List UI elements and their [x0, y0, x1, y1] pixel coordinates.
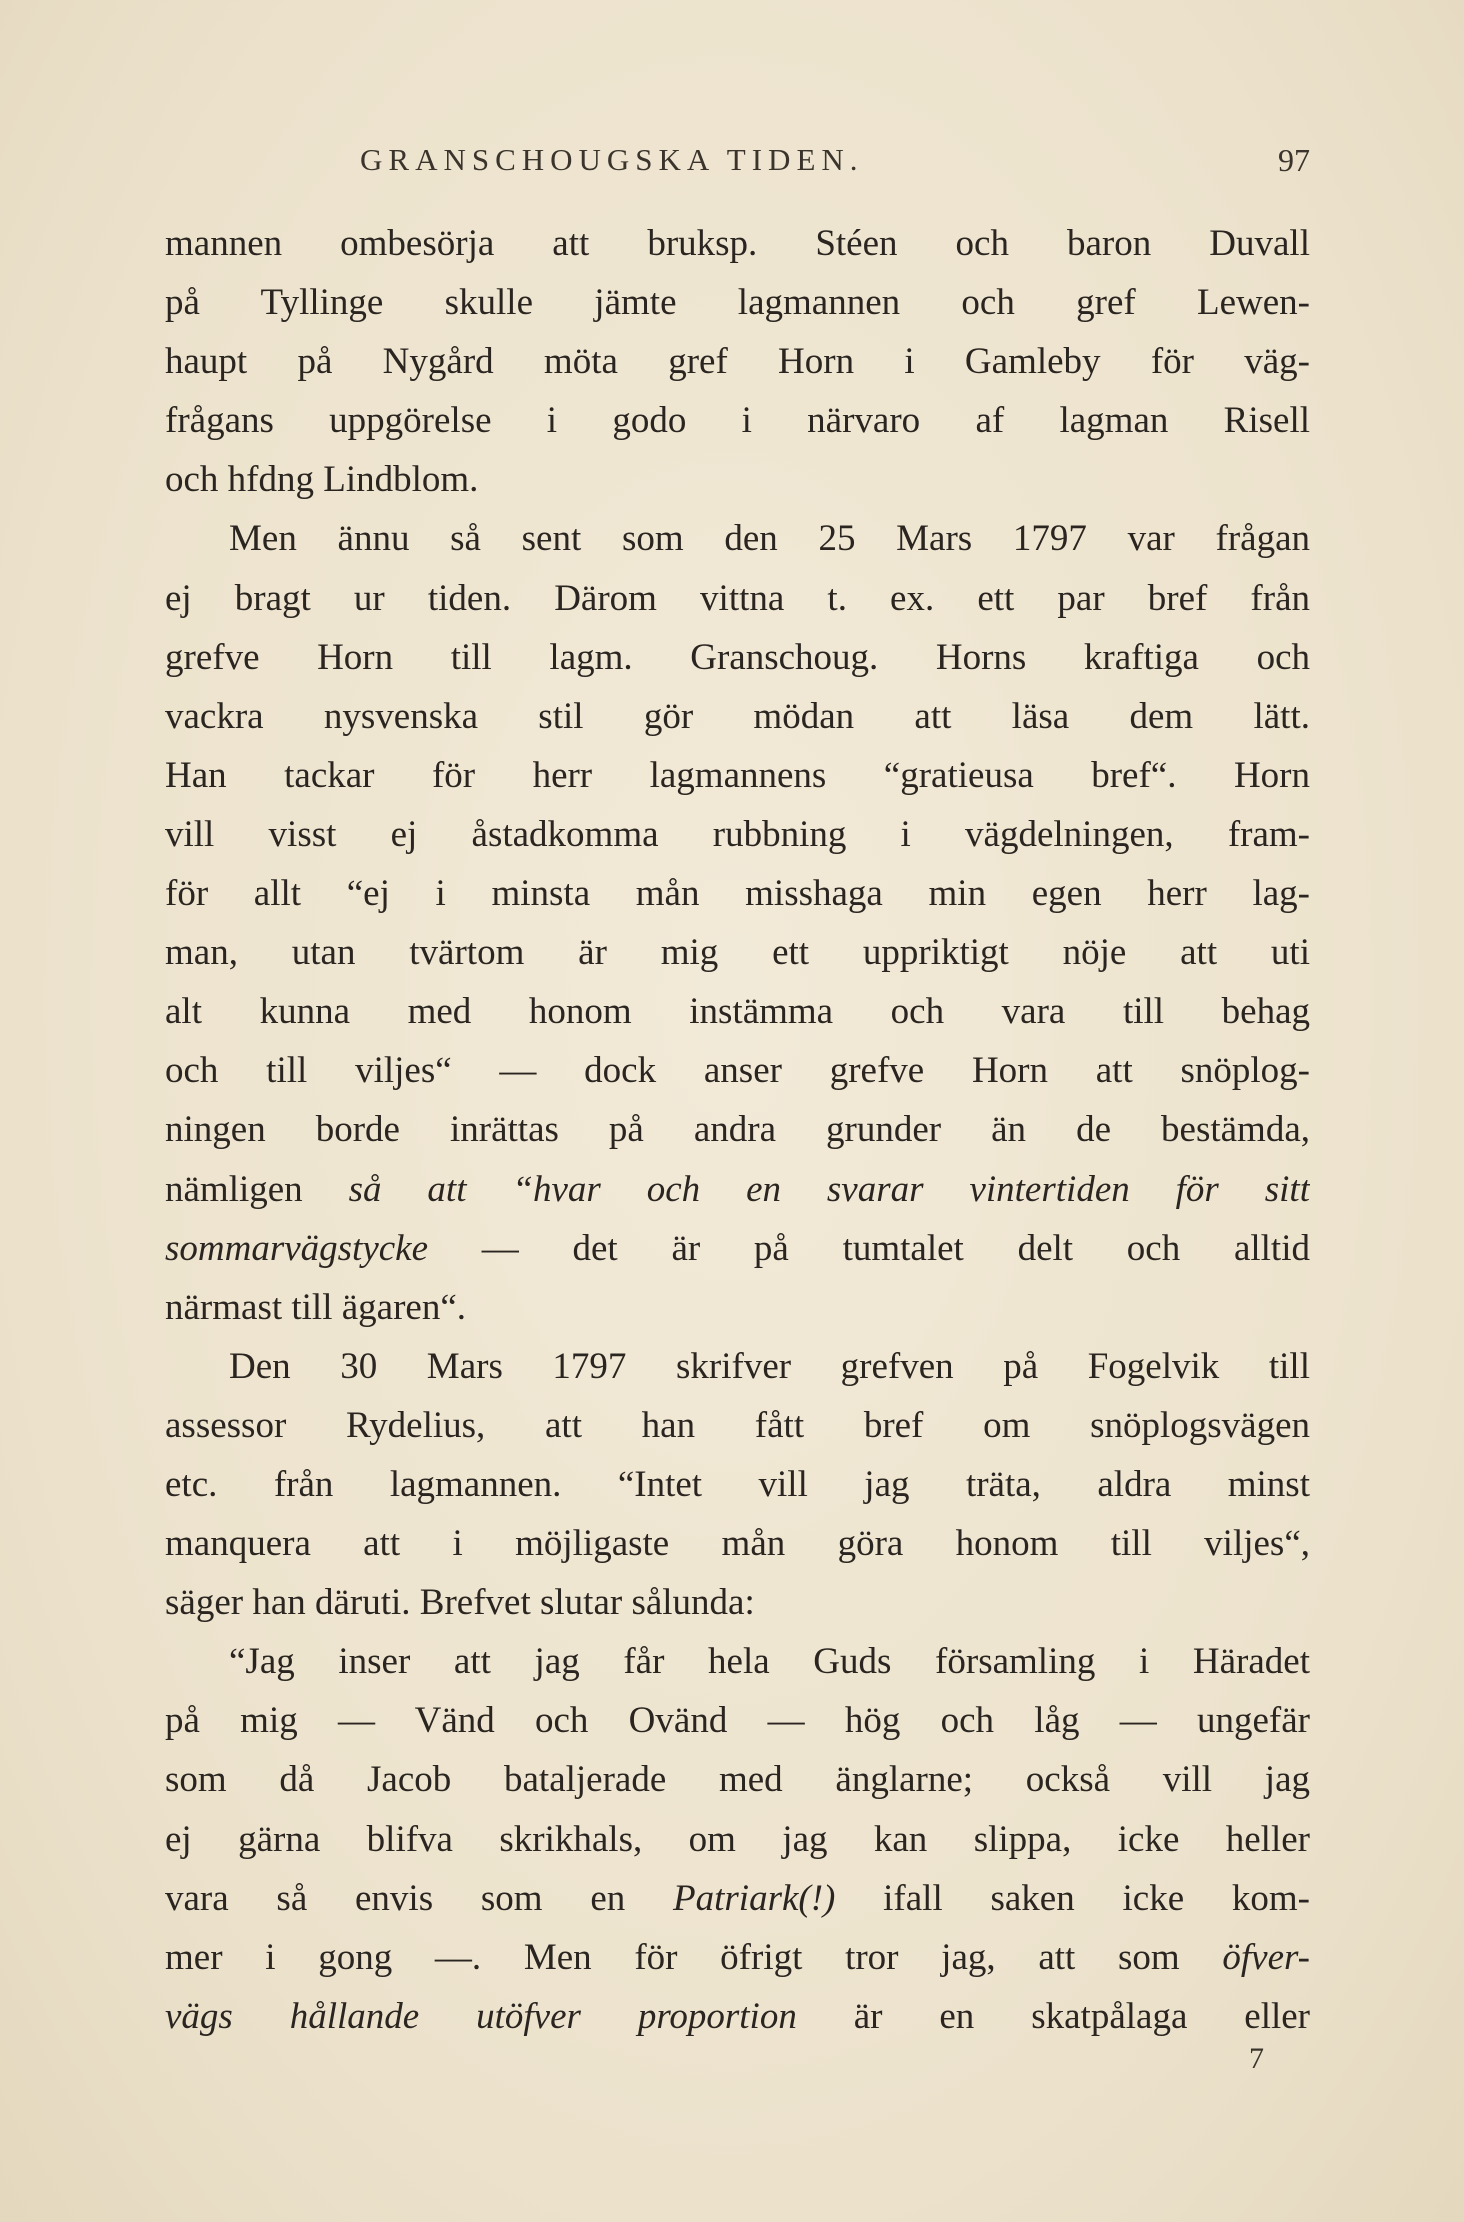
- text-line: grefve Horn till lagm. Granschoug. Horns kraftiga och: [165, 636, 1310, 678]
- text-line: vackra nysvenska stil gör mödan att läsa dem lätt.: [165, 695, 1310, 737]
- text-line: manquera att i möjligaste mån göra honom till viljes“,: [165, 1523, 1310, 1565]
- text-line: vägs hållande utöfver proportion är en skatpålaga eller: [165, 1995, 1310, 2037]
- text-line: närmast till ägaren“.: [165, 1286, 467, 1328]
- text-line: Den 30 Mars 1797 skrifver grefven på Fogelvik till: [229, 1345, 1310, 1387]
- text-line: mannen ombesörja att bruksp. Stéen och baron Duvall: [165, 223, 1310, 264]
- text-line: “Jag inser att jag får hela Guds församling i Häradet: [229, 1641, 1310, 1683]
- text-line: ningen borde inrättas på andra grunder än de bestämda,: [165, 1109, 1310, 1151]
- body-text: [165, 214, 1310, 2046]
- text-line: säger han däruti. Brefvet slutar sålunda:: [165, 1582, 755, 1624]
- text-line: vara så envis som en Patriark(!) ifall saken icke kom-: [165, 1877, 1310, 1919]
- text-line: vill visst ej åstadkomma rubbning i vägdelningen, fram-: [165, 813, 1310, 855]
- text-line: mer i gong —. Men för öfrigt tror jag, att som öfver-: [165, 1936, 1310, 1978]
- text-line: och till viljes“ — dock anser grefve Horn att snöplog-: [165, 1050, 1310, 1092]
- text-line: och hfdng Lindblom.: [165, 459, 479, 501]
- text-line: etc. från lagmannen. “Intet vill jag träta, aldra minst: [165, 1463, 1310, 1505]
- running-head: [165, 142, 1310, 192]
- text-line: assessor Rydelius, att han fått bref om snöplogsvägen: [165, 1404, 1310, 1446]
- text-line: Han tackar för herr lagmannens “gratieusa bref“. Horn: [165, 754, 1310, 796]
- text-line: haupt på Nygård möta gref Horn i Gamleby för väg-: [165, 341, 1310, 383]
- signature-mark: 7: [1249, 2042, 1264, 2075]
- text-line: ej bragt ur tiden. Därom vittna t. ex. ett par bref från: [165, 577, 1310, 619]
- text-line: nämligen så att “hvar och en svarar vintertiden för sitt: [165, 1168, 1310, 1210]
- text-line: Men ännu så sent som den 25 Mars 1797 var frågan: [229, 518, 1310, 560]
- text-line: som då Jacob bataljerade med änglarne; också vill jag: [165, 1759, 1310, 1801]
- text-line: på mig — Vänd och Ovänd — hög och låg — ungefär: [165, 1700, 1310, 1742]
- text-line: sommarvägstycke — det är på tumtalet delt och alltid: [165, 1227, 1310, 1269]
- text-line: man, utan tvärtom är mig ett uppriktigt nöje att uti: [165, 932, 1310, 974]
- text-line: alt kunna med honom instämma och vara till behag: [165, 991, 1310, 1033]
- text-line: för allt “ej i minsta mån misshaga min egen herr lag-: [165, 873, 1310, 915]
- running-title: GRANSCHOUGSKA TIDEN.: [360, 142, 864, 177]
- text-line: frågans uppgörelse i godo i närvaro af lagman Risell: [165, 400, 1310, 442]
- text-line: ej gärna blifva skrikhals, om jag kan slippa, icke heller: [165, 1818, 1310, 1860]
- page-number: 97: [1278, 142, 1310, 178]
- text-line: på Tyllinge skulle jämte lagmannen och gref Lewen-: [165, 282, 1310, 324]
